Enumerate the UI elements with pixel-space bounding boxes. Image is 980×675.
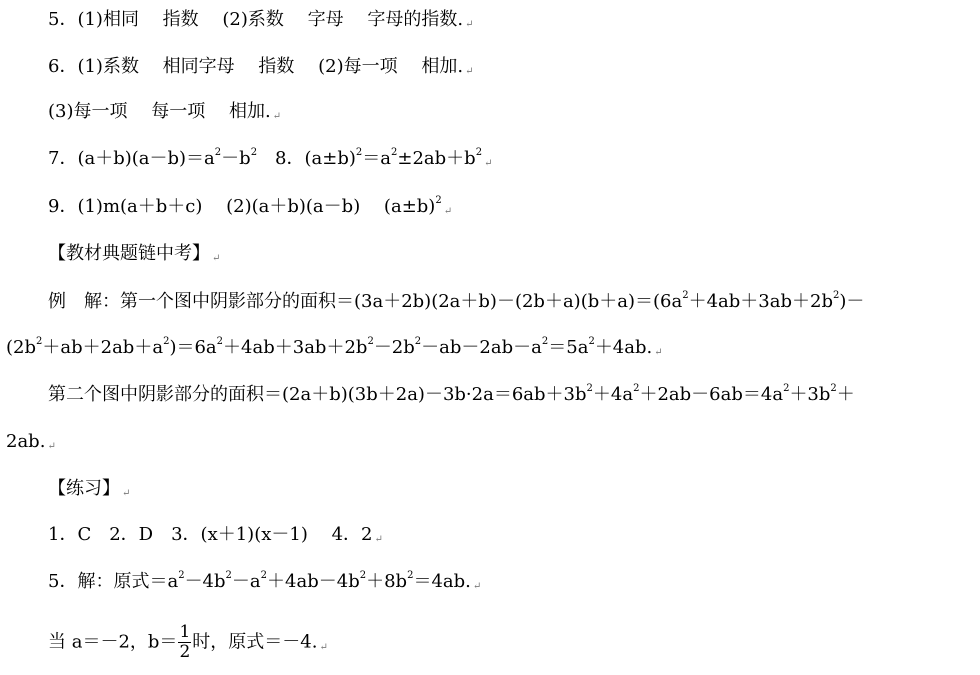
superscript-exponent: 2 (830, 383, 837, 394)
text-run: 当 a＝－2，b＝ (48, 631, 178, 653)
text-run: 例 解：第一个图中阴影部分的面积＝(3a＋2b)(2a＋b)－(2b＋a)(b＋a)＝(6a (48, 291, 683, 312)
superscript-exponent: 2 (435, 195, 442, 206)
fraction-numerator: 1 (179, 622, 191, 642)
text-run: 第二个图中阴影部分的面积＝(2a＋b)(3b＋2a)－3b·2a＝6ab＋3b (48, 384, 587, 405)
superscript-exponent: 2 (541, 336, 549, 347)
paragraph-mark-icon: ↵ (472, 581, 482, 592)
paragraph-mark-icon: ↵ (465, 19, 474, 30)
text-run: ＋ (836, 384, 855, 405)
text-run: (2b (6, 337, 36, 358)
example-solution-line-3 (48, 383, 855, 407)
superscript-exponent: 2 (359, 570, 367, 581)
example-solution-line-4 (6, 430, 56, 454)
practice-solution-5 (48, 570, 481, 594)
paragraph-mark-icon: ↵ (374, 534, 383, 545)
text-run: ＋4ab＋3ab＋2b (688, 291, 833, 312)
superscript-exponent: 2 (355, 147, 363, 158)
text-run: 9．(1)m(a＋b＋c) (2)(a＋b)(a－b) (a±b) (48, 196, 436, 217)
answer-line-5 (48, 8, 473, 32)
superscript-exponent: 2 (250, 147, 258, 158)
superscript-exponent: 2 (163, 336, 170, 347)
text-run: ＋4a (592, 384, 634, 405)
text-run: －4b (184, 571, 226, 592)
text-run: －a (231, 571, 261, 592)
superscript-exponent: 2 (260, 570, 268, 581)
text-run: ＋4ab－4b (267, 571, 360, 592)
practice-answers-line (48, 523, 383, 547)
text-run: －ab－2ab－a (421, 337, 542, 358)
superscript-exponent: 2 (367, 336, 374, 347)
paragraph-mark-icon: ↵ (654, 347, 663, 358)
text-run: 2ab. (6, 431, 46, 452)
superscript-exponent: 2 (36, 336, 43, 347)
superscript-exponent: 2 (178, 570, 185, 581)
text-run: )－ (839, 291, 865, 312)
text-run: ＝4ab. (413, 571, 471, 592)
superscript-exponent: 2 (225, 570, 232, 581)
text-run: ＋2ab－6ab＝4a (639, 384, 784, 405)
text-run: －2b (373, 337, 415, 358)
superscript-exponent: 2 (783, 383, 790, 394)
text-run: 5．(1)相同 指数 (2)系数 字母 字母的指数. (48, 9, 464, 30)
paragraph-mark-icon: ↵ (465, 66, 474, 77)
text-run: ＋4ab＋3ab＋2b (223, 337, 368, 358)
fraction-denominator: 2 (179, 642, 191, 662)
text-run: ＝a (362, 148, 392, 169)
paragraph-mark-icon: ↵ (484, 158, 493, 169)
paragraph-mark-icon: ↵ (272, 111, 282, 122)
superscript-exponent: 2 (214, 147, 222, 158)
text-run: 【练习】 (48, 478, 120, 499)
text-run: ＋8b (366, 571, 408, 592)
section-heading-textbook (48, 242, 220, 266)
superscript-exponent: 2 (832, 290, 840, 301)
example-solution-line-1 (48, 290, 864, 314)
text-run: ＋4ab. (594, 337, 653, 358)
text-run: 时，原式＝－4. (192, 631, 318, 653)
text-run: ＋3b (789, 384, 831, 405)
answer-line-6 (48, 55, 473, 79)
text-run: (3)每一项 每一项 相加. (48, 101, 271, 122)
superscript-exponent: 2 (216, 336, 224, 347)
text-run: 6．(1)系数 相同字母 指数 (2)每一项 相加. (48, 56, 464, 77)
paragraph-mark-icon: ↵ (319, 641, 328, 653)
text-run: －b (221, 148, 251, 169)
answer-line-6-cont (48, 100, 281, 124)
superscript-exponent: 2 (475, 147, 483, 158)
text-run: ±2ab＋b (397, 148, 476, 169)
text-run: 5．解：原式＝a (48, 571, 179, 592)
text-run: ＝5a (548, 337, 589, 358)
superscript-exponent: 2 (682, 290, 689, 301)
superscript-exponent: 2 (588, 336, 595, 347)
section-heading-practice (48, 477, 130, 501)
text-run: ＋ab＋2ab＋a (42, 337, 164, 358)
text-run: 8．(a±b) (257, 148, 356, 169)
paragraph-mark-icon: ↵ (212, 253, 221, 264)
paragraph-mark-icon: ↵ (122, 488, 131, 499)
text-run: )＝6a (169, 337, 217, 358)
answer-line-7-8 (48, 147, 492, 171)
superscript-exponent: 2 (414, 336, 422, 347)
paragraph-mark-icon: ↵ (47, 441, 56, 452)
paragraph-mark-icon: ↵ (443, 206, 453, 217)
text-run: 1．C 2．D 3．(x＋1)(x－1) 4．2 (48, 524, 373, 545)
superscript-exponent: 2 (407, 570, 414, 581)
text-run: 【教材典题链中考】 (48, 243, 210, 264)
fraction (178, 623, 191, 662)
practice-solution-5-result (48, 622, 328, 662)
text-run: 7．(a＋b)(a－b)＝a (48, 148, 215, 169)
example-solution-line-2 (6, 336, 663, 360)
superscript-exponent: 2 (391, 147, 398, 158)
superscript-exponent: 2 (633, 383, 640, 394)
superscript-exponent: 2 (586, 383, 593, 394)
answer-line-9 (48, 195, 452, 219)
